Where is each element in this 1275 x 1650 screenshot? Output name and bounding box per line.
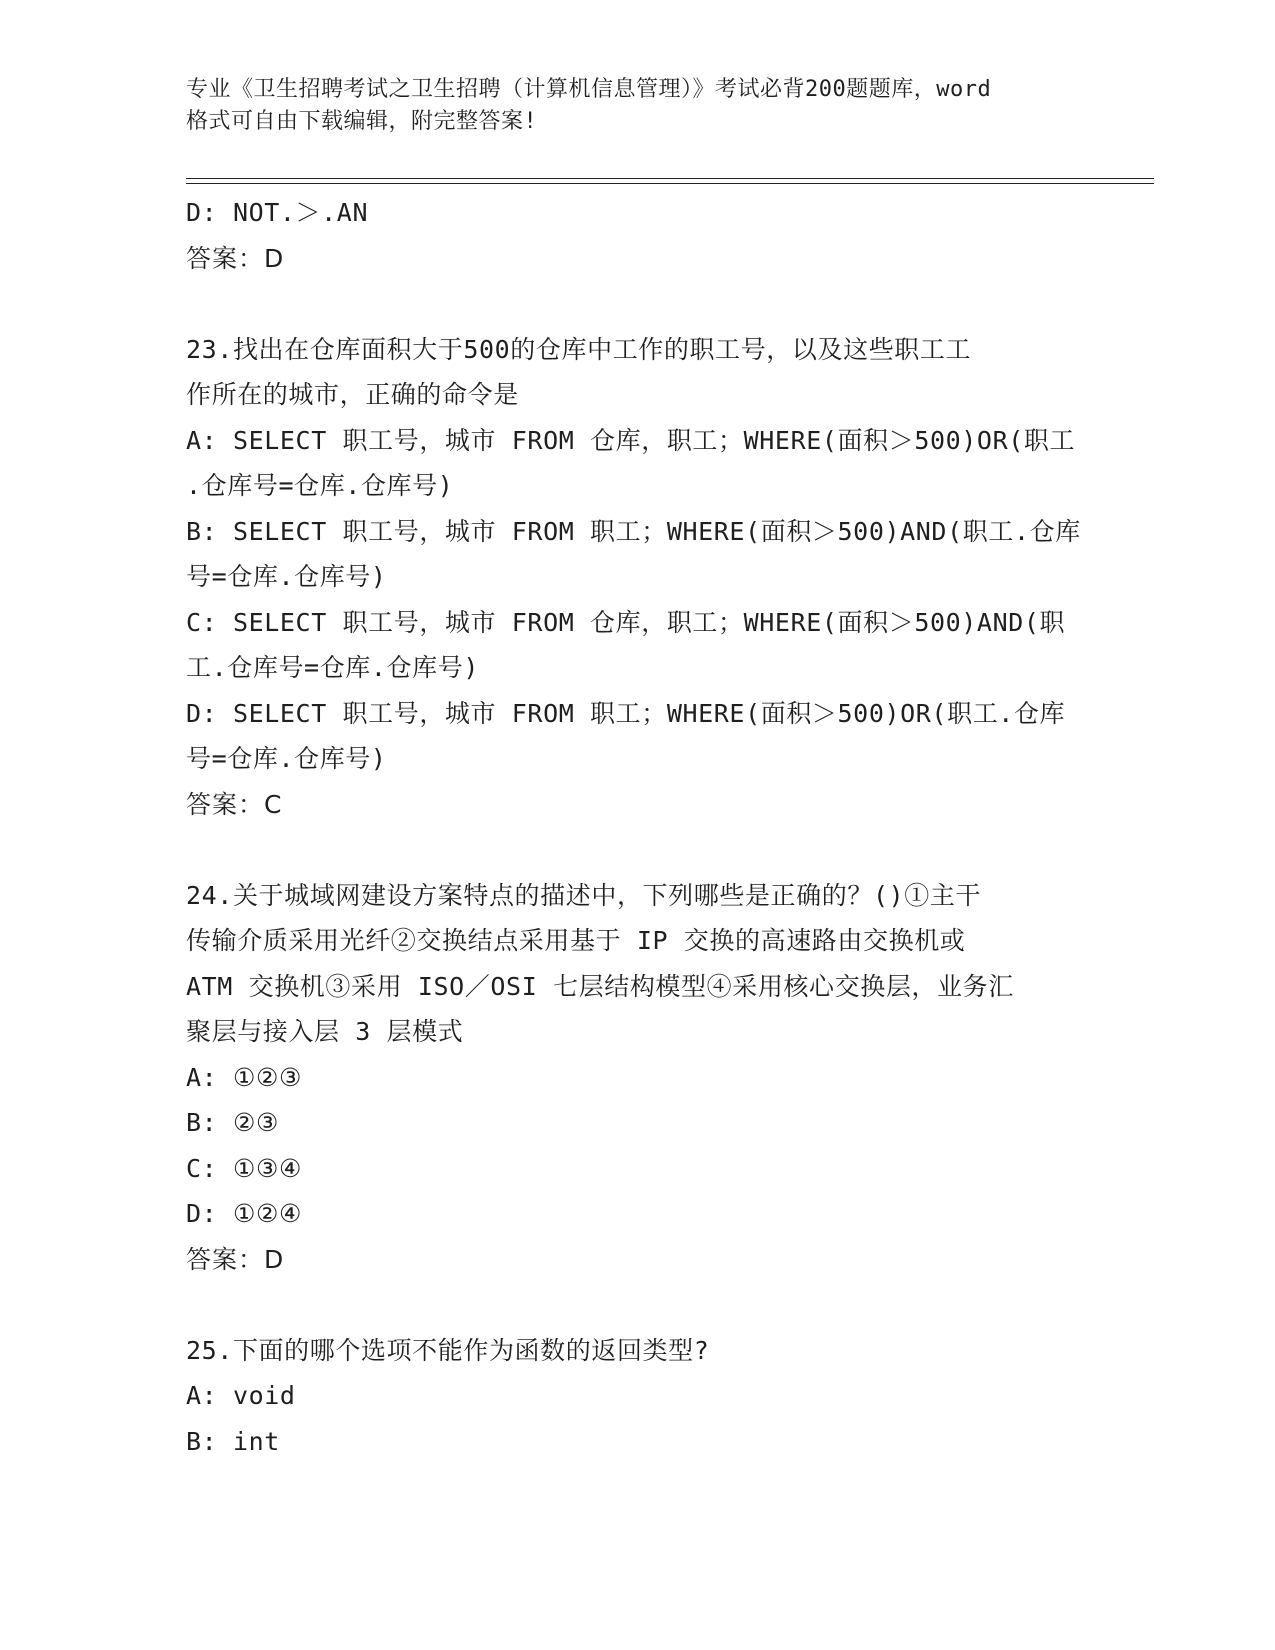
question-stem: 作所在的城市，正确的命令是: [186, 380, 519, 409]
header-divider-top: [186, 178, 1154, 179]
answer-label: 答案：C: [186, 789, 283, 819]
header-line-1: 专业《卫生招聘考试之卫生招聘（计算机信息管理）》考试必背200题题库，word: [186, 77, 992, 102]
question-stem: 24.关于城域网建设方案特点的描述中，下列哪些是正确的？()①主干: [186, 880, 982, 910]
option-a: A: ①②③: [186, 1062, 302, 1092]
spacer: [186, 827, 1086, 873]
question-content: [186, 190, 1086, 1464]
option-a: .仓库号=仓库.仓库号): [186, 471, 454, 500]
question-24: [186, 873, 1086, 1283]
question-22-tail: [186, 190, 1086, 281]
question-25: [186, 1328, 1086, 1465]
header-line-2: 格式可自由下载编辑，附完整答案!: [186, 109, 538, 134]
spacer: [186, 281, 1086, 327]
option-b: B: ②③: [186, 1108, 279, 1137]
option-c: C: SELECT 职工号，城市 FROM 仓库，职工；WHERE(面积＞500)AND(职: [186, 607, 1066, 637]
option-a: A: SELECT 职工号，城市 FROM 仓库，职工；WHERE(面积＞500)OR(职工: [186, 425, 1076, 455]
spacer: [186, 1282, 1086, 1328]
question-23: [186, 327, 1086, 828]
option-a: A: void: [186, 1381, 296, 1410]
question-stem: ATM 交换机③采用 ISO／OSI 七层结构模型④采用核心交换层，业务汇: [186, 971, 1014, 1001]
document-header: [186, 74, 1086, 138]
option-d: D: ①②④: [186, 1199, 302, 1228]
option-b: B: SELECT 职工号，城市 FROM 职工；WHERE(面积＞500)AND(职工.仓库: [186, 516, 1081, 546]
option-d: 号=仓库.仓库号): [186, 744, 387, 773]
option-d: D: NOT.＞.AN: [186, 198, 369, 227]
question-stem: 传输介质采用光纤②交换结点采用基于 IP 交换的高速路由交换机或: [186, 926, 966, 955]
header-divider-bottom: [186, 183, 1154, 184]
question-stem: 聚层与接入层 3 层模式: [186, 1017, 464, 1046]
answer-label: 答案：D: [186, 1244, 285, 1274]
option-b: B: int: [186, 1426, 280, 1456]
question-stem: 25.下面的哪个选项不能作为函数的返回类型?: [186, 1335, 710, 1365]
option-c: 工.仓库号=仓库.仓库号): [186, 653, 480, 682]
answer-label: 答案：D: [186, 243, 285, 273]
option-c: C: ①③④: [186, 1153, 302, 1183]
option-d: D: SELECT 职工号，城市 FROM 职工；WHERE(面积＞500)OR(职工.仓库: [186, 698, 1066, 728]
question-stem: 23.找出在仓库面积大于500的仓库中工作的职工号，以及这些职工工: [186, 334, 972, 364]
option-b: 号=仓库.仓库号): [186, 562, 387, 591]
